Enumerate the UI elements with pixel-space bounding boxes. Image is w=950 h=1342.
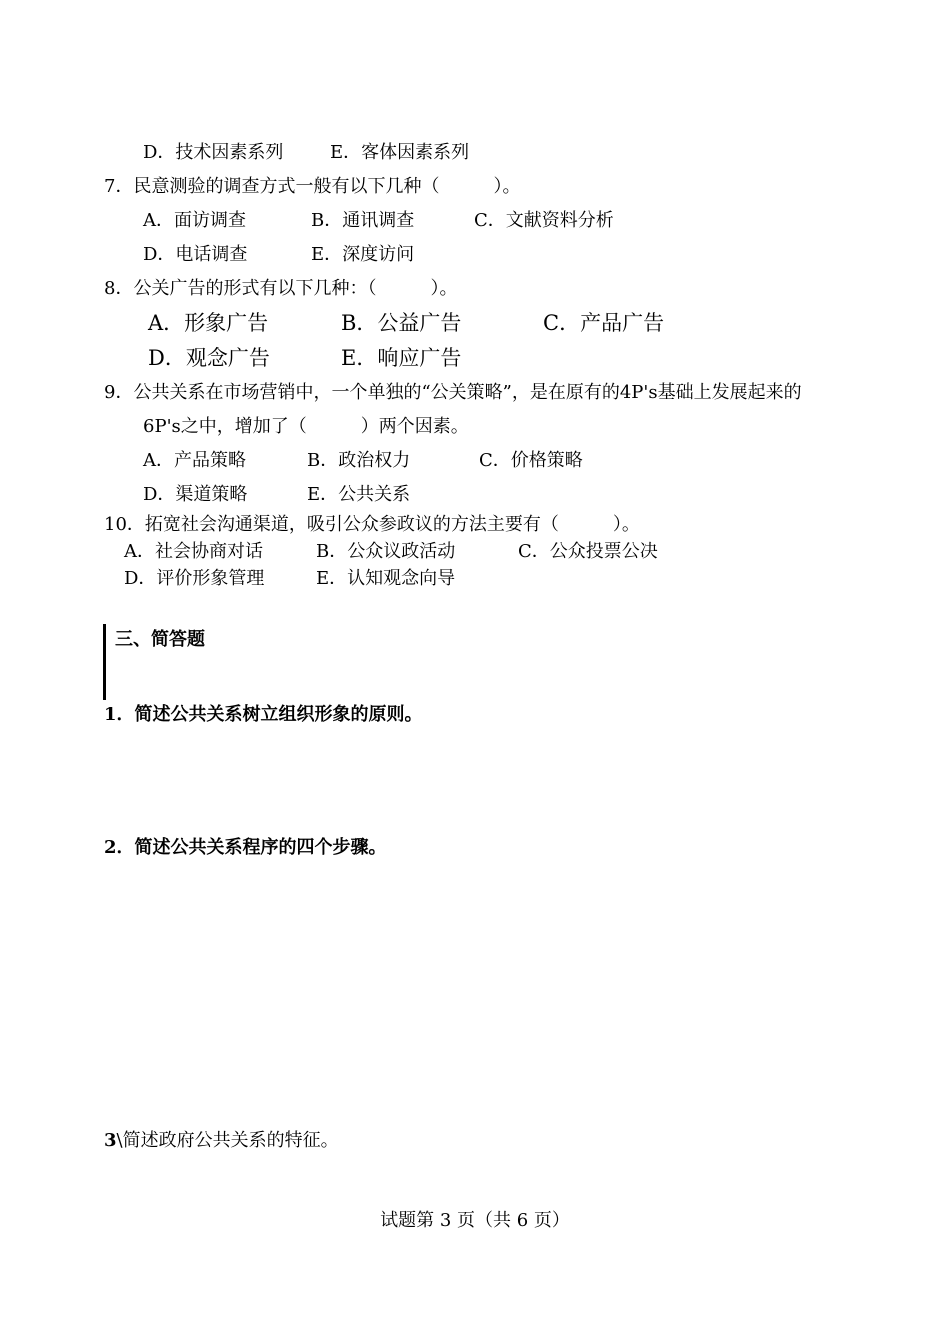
q8-option-a: A．形象广告 — [148, 311, 269, 335]
q9-stem-line1: 9．公共关系在市场营销中，一个单独的“公关策略”，是在原有的4P's基础上发展起来的 — [104, 382, 802, 403]
q10-option-e: E．认知观念向导 — [316, 568, 456, 589]
q10-option-d: D．评价形象管理 — [124, 568, 265, 589]
q7-stem: 7．民意测验的调查方式一般有以下几种（ ）。 — [104, 176, 521, 197]
section-title-text: 三、简答题 — [115, 629, 205, 650]
q7-option-e: E．深度访问 — [311, 244, 415, 265]
section-title — [115, 628, 205, 652]
q7-option-a: A．面访调查 — [143, 210, 246, 231]
short-answer-q1: 1．简述公共关系树立组织形象的原则。 — [104, 704, 423, 725]
q10-option-b: B．公众议政活动 — [316, 541, 456, 562]
short-answer-q2: 2．简述公共关系程序的四个步骤。 — [104, 837, 387, 858]
q9-stem-line2: 6P's之中，增加了（ ）两个因素。 — [143, 416, 469, 437]
short-answer-q3-text: \简述政府公共关系的特征。 — [116, 1130, 339, 1151]
q8-option-e: E．响应广告 — [341, 346, 462, 370]
q7-option-c: C．文献资料分析 — [474, 210, 614, 231]
q10-stem: 10．拓宽社会沟通渠道，吸引公众参政议的方法主要有（ ）。 — [104, 514, 640, 535]
section-left-bar — [103, 624, 106, 700]
q8-option-d: D．观念广告 — [148, 346, 270, 370]
q10-option-c: C．公众投票公决 — [518, 541, 658, 562]
q8-option-b: B．公益广告 — [341, 311, 462, 335]
short-answer-q3 — [104, 1129, 339, 1153]
q7-option-b: B．通讯调查 — [311, 210, 415, 231]
q6-option-e: E．客体因素系列 — [330, 142, 470, 163]
page-footer: 试题第 3 页（共 6 页） — [380, 1210, 570, 1231]
short-answer-q3-number: 3 — [104, 1130, 117, 1151]
q7-option-d: D．电话调查 — [143, 244, 248, 265]
q8-option-c: C．产品广告 — [543, 311, 665, 335]
q9-option-c: C．价格策略 — [479, 450, 583, 471]
q9-option-d: D．渠道策略 — [143, 484, 248, 505]
q10-option-a: A．社会协商对话 — [124, 541, 263, 562]
q9-option-b: B．政治权力 — [307, 450, 411, 471]
q9-option-a: A．产品策略 — [143, 450, 246, 471]
q8-stem: 8．公关广告的形式有以下几种：（ ）。 — [104, 278, 458, 299]
q6-option-d: D．技术因素系列 — [143, 142, 284, 163]
q9-option-e: E．公共关系 — [307, 484, 411, 505]
